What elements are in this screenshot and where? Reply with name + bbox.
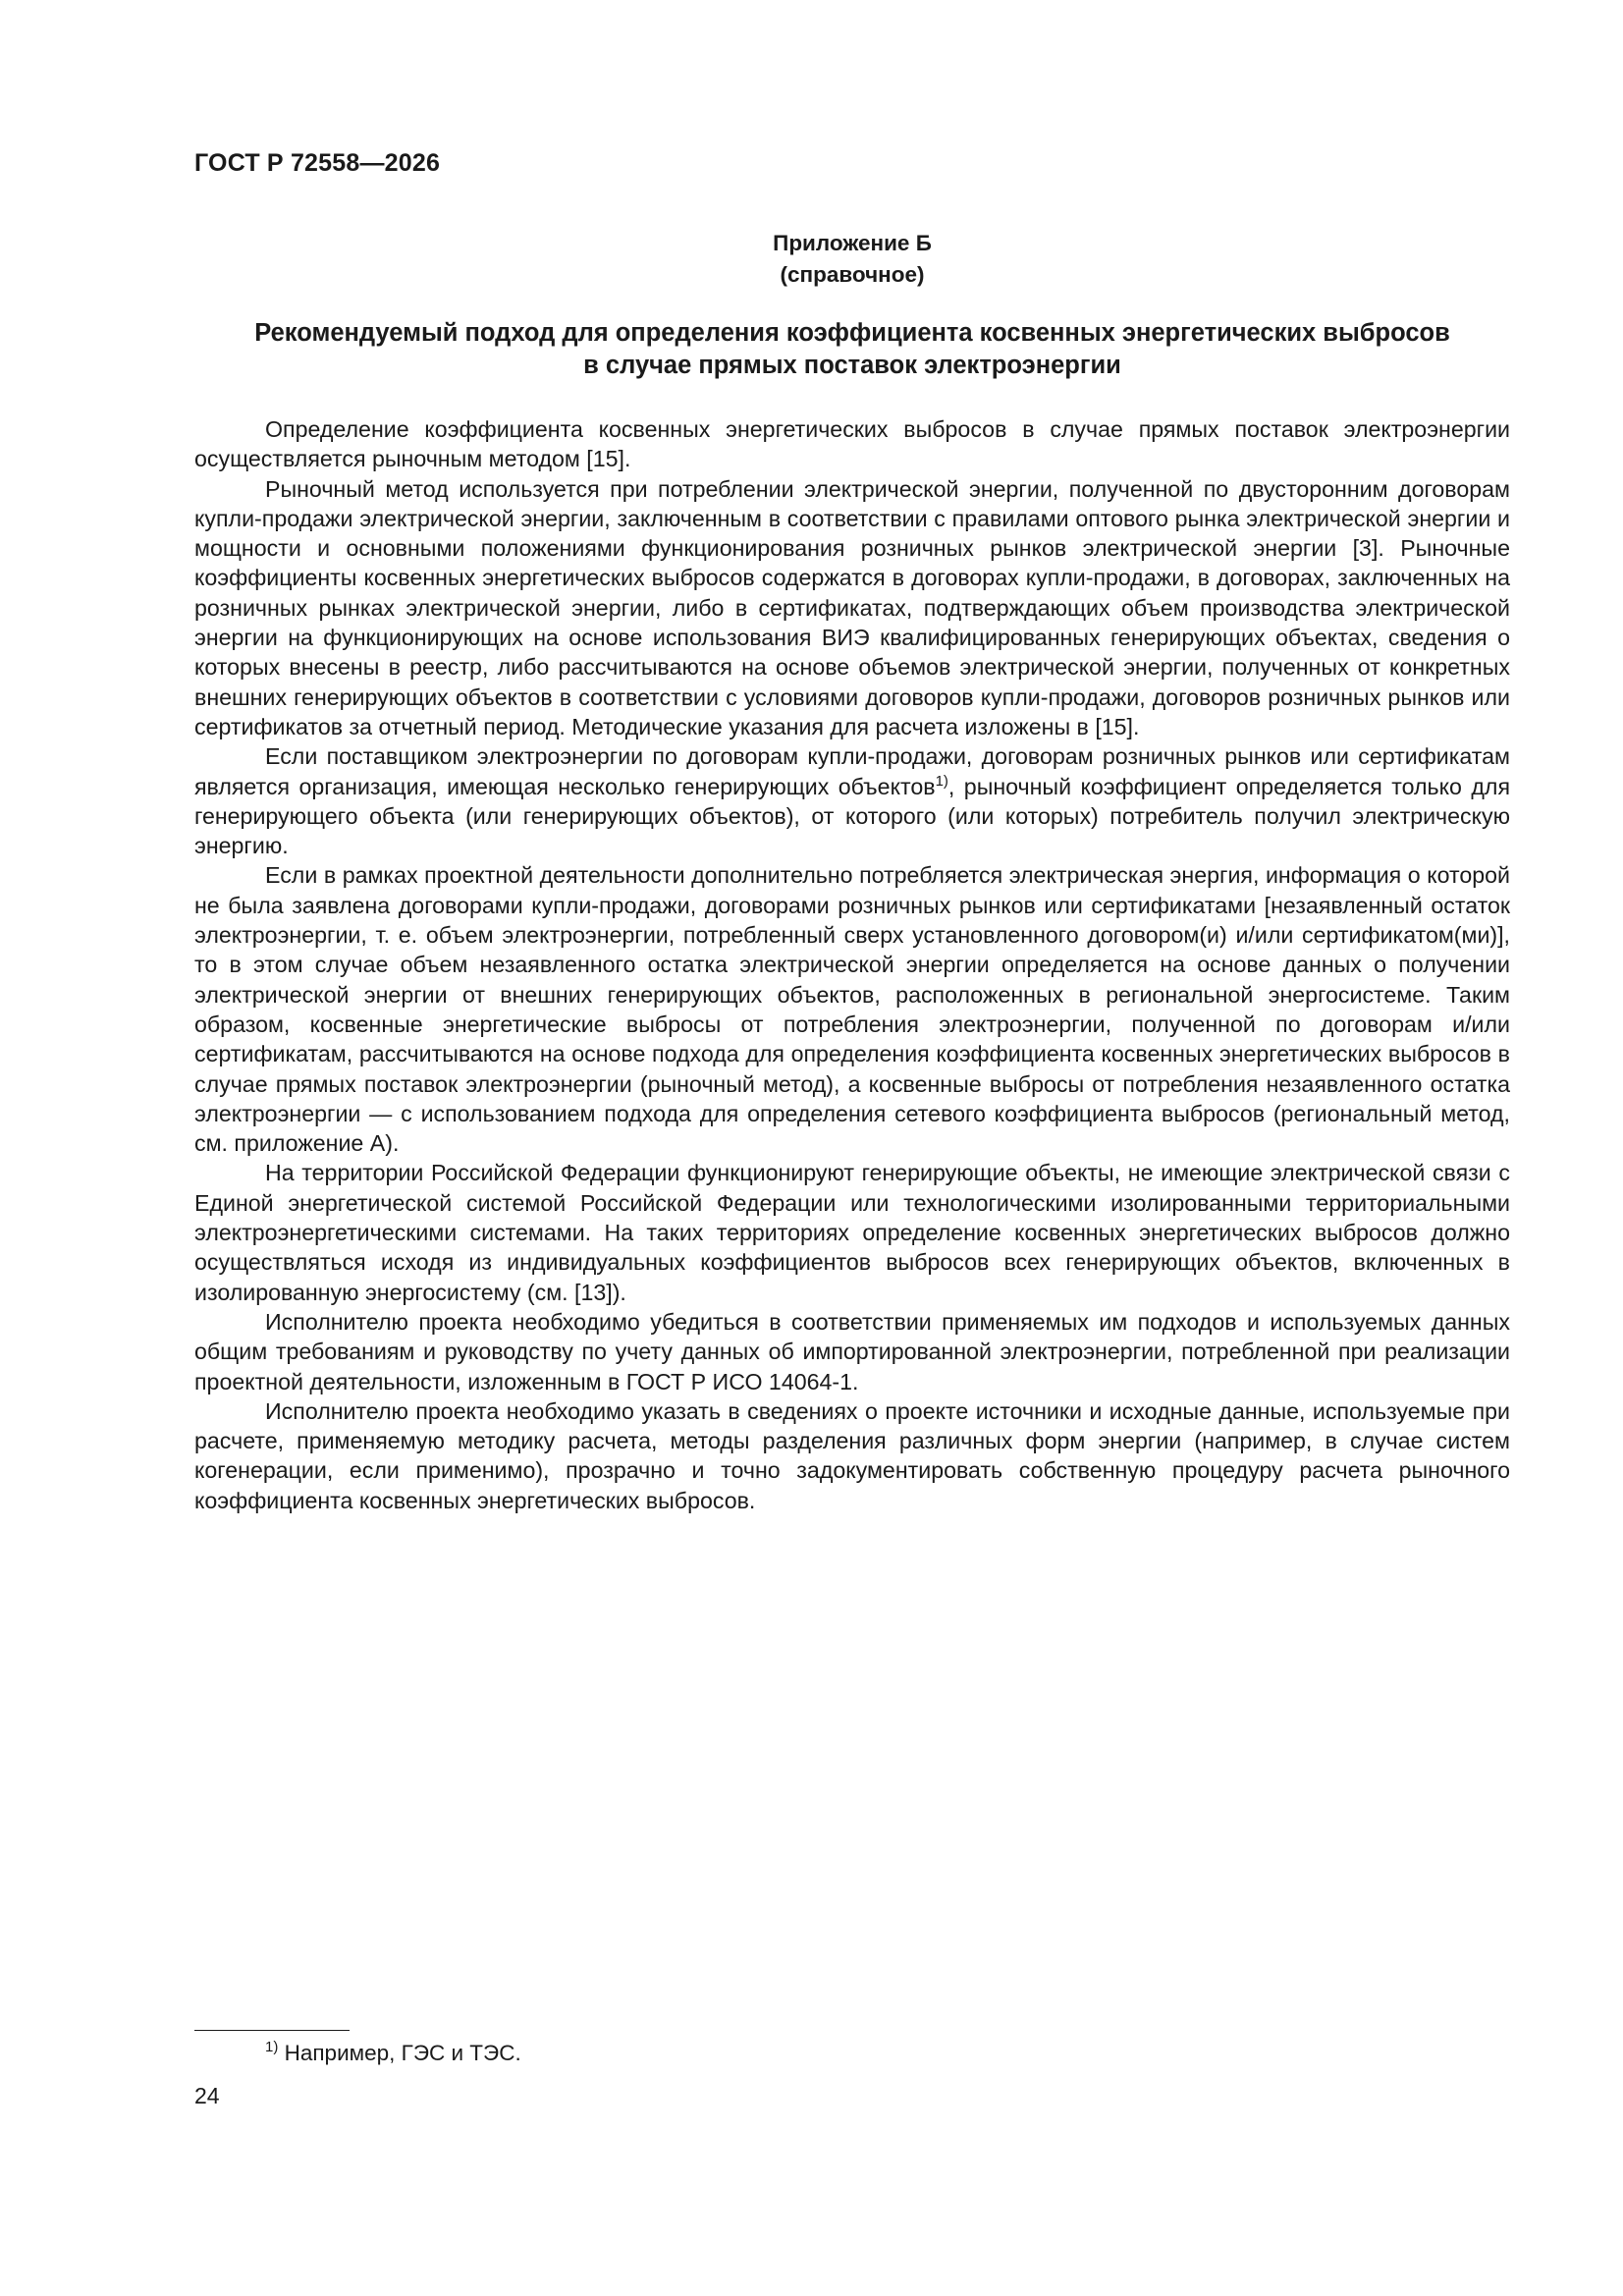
paragraph-5: На территории Российской Федерации функционируют генерирующие объекты, не имеющие электрической связи с Единой энергетической системой Российской Федерации или технологическими изолированными территориальными электроэнергетическими системами. На таких территориях определение косвенных энергетических выбросов должно осуществляться исходя из индивидуальных коэффициентов выбросов всех генерирующих объектов, включенных в изолированную энергосистему (см. [13]). bbox=[194, 1160, 1510, 1305]
footnote-reference: 1) bbox=[935, 772, 948, 790]
page-number: 24 bbox=[194, 2083, 220, 2108]
footnote-separator bbox=[194, 2030, 350, 2031]
title-line-1: Рекомендуемый подход для определения коэффициента косвенных энергетических выбросов bbox=[254, 319, 1450, 347]
paragraph-6: Исполнителю проекта необходимо убедиться в соответствии применяемых им подходов и используемых данных общим требованиям и руководству по учету данных об импортированной электроэнергии, потребленной при реализации проектной деятельности, изложенным в ГОСТ Р ИСО 14064-1. bbox=[194, 1308, 1510, 1394]
footnote-marker: 1) bbox=[265, 2039, 279, 2055]
paragraph-3-text-after: , рыночный коэффициент определяется только для генерирующего объекта (или генерирующих объектов), от которого (или которых) потребитель получил электрическую энергию. bbox=[194, 773, 1511, 859]
body-text bbox=[194, 414, 1510, 1515]
paragraph-3-text-before: Если поставщиком электроэнергии по договорам купли-продажи, договорам розничных рынков или сертификатам является организация, имеющая несколько генерирующих объектов bbox=[194, 743, 1510, 799]
paragraph-4: Если в рамках проектной деятельности дополнительно потребляется электрическая энергия, информация о которой не была заявлена договорами купли-продажи, договорами розничных рынков или сертификатами [незаявленный остаток электроэнергии, т. е. объем электроэнергии, потребленный сверх установленного договором(и) и/или сертификатом(ми)], то в этом случае объем незаявленного остатка электрической энергии определяется на основе данных о получении электрической энергии от внешних генерирующих объектов, расположенных в региональной энергосистеме. Таким образом, косвенные энергетические выбросы от потребления электроэнергии, полученной по договорам и/или сертификатам, рассчитываются на основе подхода для определения коэффициента косвенных энергетических выбросов в случае прямых поставок электроэнергии (рыночный метод), а косвенные выбросы от потребления незаявленного остатка электроэнергии — с использованием подхода для определения сетевого коэффициента выбросов (региональный метод, см. приложение А). bbox=[194, 862, 1510, 1157]
document-code: ГОСТ Р 72558—2026 bbox=[194, 149, 441, 177]
appendix-title bbox=[194, 317, 1510, 382]
appendix-heading bbox=[194, 228, 1510, 291]
appendix-label: Приложение Б bbox=[773, 231, 932, 255]
paragraph-1: Определение коэффициента косвенных энергетических выбросов в случае прямых поставок электроэнергии осуществляется рыночным методом [15]. bbox=[194, 416, 1510, 472]
footnote-text: Например, ГЭС и ТЭС. bbox=[284, 2041, 521, 2065]
paragraph-7: Исполнителю проекта необходимо указать в сведениях о проекте источники и исходные данные, используемые при расчете, применяемую методику расчета, методы разделения различных форм энергии (например, в случае систем когенерации, если применимо), прозрачно и точно задокументировать собственную процедуру расчета рыночного коэффициента косвенных энергетических выбросов. bbox=[194, 1397, 1510, 1513]
footnote bbox=[265, 2039, 521, 2068]
title-line-2: в случае прямых поставок электроэнергии bbox=[583, 352, 1121, 379]
appendix-kind: (справочное) bbox=[780, 262, 925, 287]
paragraph-2: Рыночный метод используется при потреблении электрической энергии, полученной по двусторонним договорам купли-продажи электрической энергии, заключенным в соответствии с правилами оптового рынка электрической энергии и мощности и основными положениями функционирования розничных рынков электрической энергии [3]. Рыночные коэффициенты косвенных энергетических выбросов содержатся в договорах купли-продажи, в договорах, заключенных на розничных рынках электрической энергии, либо в сертификатах, подтверждающих объем производства электрической энергии на функционирующих на основе использования ВИЭ квалифицированных генерирующих объектах, сведения о которых внесены в реестр, либо рассчитываются на основе объемов электрической энергии, полученных от конкретных внешних генерирующих объектов в соответствии с условиями договоров купли-продажи, договоров розничных рынков или сертификатов за отчетный период. Методические указания для расчета изложены в [15]. bbox=[194, 475, 1510, 739]
paragraph-3 bbox=[194, 741, 1510, 860]
